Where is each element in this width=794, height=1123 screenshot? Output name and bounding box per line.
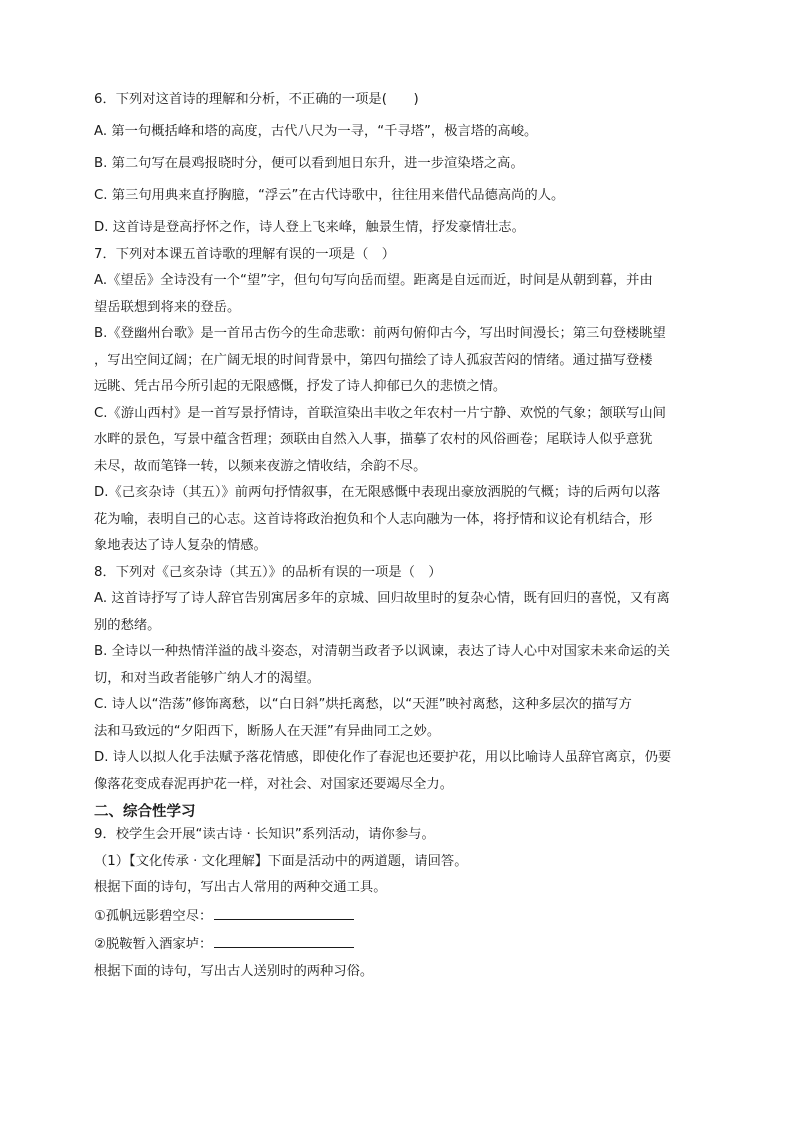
q7-line: 花为喻，表明自己的心志。这首诗将政治抱负和个人志向融为一体，将抒情和议论有机结合，形 xyxy=(94,511,653,527)
q9-sub1: （1）【文化传承 · 文化理解】下面是活动中的两道题，请回答。 xyxy=(94,853,468,869)
q6-stem: 6．下列对这首诗的理解和分析，不正确的一项是( ) xyxy=(94,92,419,107)
q9-item-2-text: ②脱鞍暂入酒家垆： xyxy=(94,937,213,952)
q7-line: 远眺、凭古吊今所引起的无限感慨，抒发了诗人抑郁已久的悲愤之情。 xyxy=(94,379,507,394)
q9-stem: 9．校学生会开展“读古诗 · 长知识”系列活动，请你参与。 xyxy=(94,827,435,842)
q8-line: A. 这首诗抒写了诗人辞官告别寓居多年的京城、回归故里时的复杂心情，既有回归的喜悦，又有离 xyxy=(94,591,670,606)
q8-line: D. 诗人以拟人化手法赋予落花情感，即使化作了春泥也还要护花，用以比喻诗人虽辞官离京，仍要 xyxy=(94,750,672,765)
q7-line: 未尽，故而笔锋一转，以频来夜游之情收结，余韵不尽。 xyxy=(94,458,427,474)
q9-instruction-2: 根据下面的诗句，写出古人送别时的两种习俗。 xyxy=(94,963,374,979)
q7-line: C.《游山西村》是一首写景抒情诗，首联渲染出丰收之年农村一片宁静、欢悦的气象；颔联写山间 xyxy=(94,405,666,421)
q6-option-d: D. 这首诗是登高抒怀之作，诗人登上飞来峰，触景生情，抒发豪情壮志。 xyxy=(94,220,525,235)
q7-line: ，写出空间辽阔；在广阔无垠的时间背景中，第四句描绘了诗人孤寂苦闷的情绪。通过描写登楼 xyxy=(94,352,653,368)
q8-line: 切，和对当政者能够广纳人才的渴望。 xyxy=(94,670,321,686)
document-content xyxy=(94,92,704,980)
q9-item-2 xyxy=(94,935,704,953)
q6-option-c: C. 第三句用典来直抒胸臆，“浮云”在古代诗歌中，往往用来借代品德高尚的人。 xyxy=(94,188,565,203)
q8-line: C. 诗人以“浩荡”修饰离愁，以“白日斜”烘托离愁，以“天涯”映衬离愁，这种多层次的描写方 xyxy=(94,697,632,712)
q8-line: 法和马致远的“夕阳西下，断肠人在天涯”有异曲同工之妙。 xyxy=(94,723,441,739)
q7-line: A.《望岳》全诗没有一个“望”字，但句句写向岳而望。距离是自远而近，时间是从朝到暮，并由 xyxy=(94,273,653,288)
q9-instruction-1: 根据下面的诗句，写出古人常用的两种交通工具。 xyxy=(94,880,387,895)
q6-option-b: B. 第二句写在晨鸡报晓时分，便可以看到旭日东升，进一步渲染塔之高。 xyxy=(94,156,524,171)
q8-line: B. 全诗以一种热情洋溢的战斗姿态，对清朝当政者予以讽谏，表达了诗人心中对国家未来命运的关 xyxy=(94,644,671,659)
answer-blank[interactable] xyxy=(214,935,354,948)
q7-line: 象地表达了诗人复杂的情感。 xyxy=(94,538,267,553)
q8-stem: 8．下列对《己亥杂诗（其五）》的品析有误的一项是（ ） xyxy=(94,564,442,580)
q7-line: 水畔的景色，写景中蕴含哲理；颈联由自然入人事，描摹了农村的风俗画卷；尾联诗人似乎意犹 xyxy=(94,432,653,447)
q8-line: 像落花变成春泥再护花一样，对社会、对国家还要竭尽全力。 xyxy=(94,776,454,792)
q6-option-a: A. 第一句概括峰和塔的高度，古代八尺为一寻，“千寻塔”，极言塔的高峻。 xyxy=(94,124,538,139)
q7-line: B.《登幽州台歌》是一首吊古伤今的生命悲歌：前两句俯仰古今，写出时间漫长；第三句登楼眺望 xyxy=(94,326,666,341)
answer-blank[interactable] xyxy=(214,907,354,920)
q7-line: 望岳联想到将来的登岳。 xyxy=(94,299,241,315)
q7-stem: 7．下列对本课五首诗歌的理解有误的一项是（ ） xyxy=(94,246,395,262)
section-heading: 二、综合性学习 xyxy=(94,804,196,820)
q9-item-1-text: ①孤帆远影碧空尽： xyxy=(94,908,213,924)
q7-line: D.《己亥杂诗（其五）》前两句抒情叙事，在无限感慨中表现出豪放洒脱的气概；诗的后两句以落 xyxy=(94,485,661,500)
q9-item-1 xyxy=(94,907,704,925)
q8-line: 别的愁绪。 xyxy=(94,617,161,633)
